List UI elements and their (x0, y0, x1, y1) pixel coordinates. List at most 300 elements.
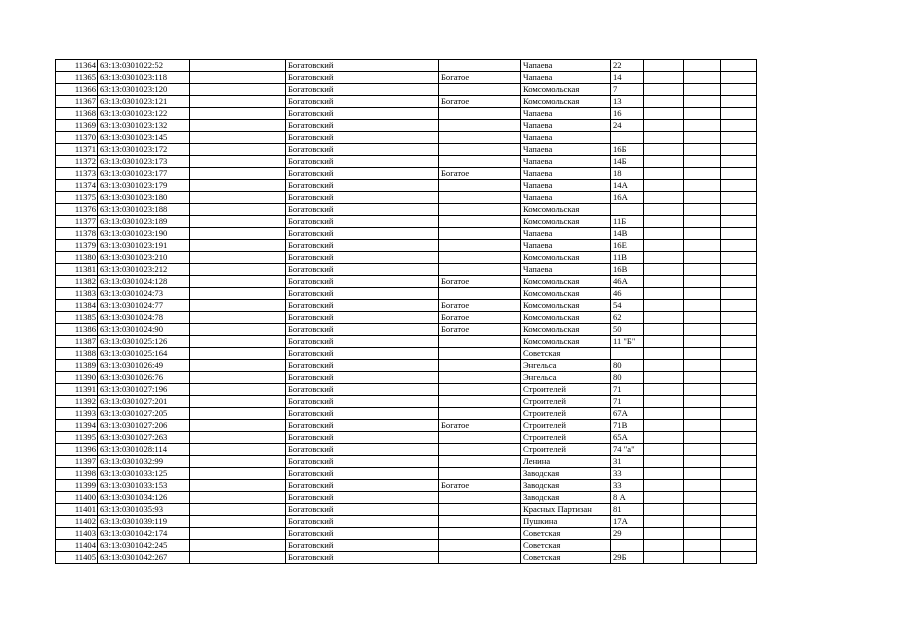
extra-cell-3 (721, 396, 757, 408)
extra-cell-1 (644, 252, 684, 264)
extra-cell-1 (644, 492, 684, 504)
district-cell: Богатовский (286, 372, 439, 384)
extra-cell-2 (684, 492, 721, 504)
extra-cell-2 (684, 108, 721, 120)
row-number-cell: 11385 (56, 312, 98, 324)
settlement-cell: Богатое (439, 312, 521, 324)
extra-cell-3 (721, 96, 757, 108)
table-row (56, 264, 757, 276)
empty-cell (190, 288, 286, 300)
empty-cell (190, 552, 286, 564)
house-number-cell: 14А (611, 180, 644, 192)
table-row (56, 432, 757, 444)
street-cell: Чапаева (521, 60, 611, 72)
empty-cell (190, 204, 286, 216)
empty-cell (190, 456, 286, 468)
street-cell: Заводская (521, 492, 611, 504)
row-number-cell: 11381 (56, 264, 98, 276)
street-cell: Комсомольская (521, 300, 611, 312)
cadastral-number-cell: 63:13:0301033:153 (98, 480, 190, 492)
extra-cell-2 (684, 144, 721, 156)
extra-cell-1 (644, 84, 684, 96)
extra-cell-3 (721, 156, 757, 168)
district-cell: Богатовский (286, 204, 439, 216)
street-cell: Советская (521, 540, 611, 552)
extra-cell-2 (684, 168, 721, 180)
cadastral-number-cell: 63:13:0301035:93 (98, 504, 190, 516)
row-number-cell: 11377 (56, 216, 98, 228)
district-cell: Богатовский (286, 408, 439, 420)
extra-cell-3 (721, 144, 757, 156)
settlement-cell (439, 492, 521, 504)
settlement-cell (439, 336, 521, 348)
cadastral-number-cell: 63:13:0301027:206 (98, 420, 190, 432)
house-number-cell (611, 204, 644, 216)
street-cell: Комсомольская (521, 312, 611, 324)
district-cell: Богатовский (286, 336, 439, 348)
extra-cell-3 (721, 324, 757, 336)
settlement-cell (439, 408, 521, 420)
extra-cell-2 (684, 348, 721, 360)
empty-cell (190, 312, 286, 324)
district-cell: Богатовский (286, 144, 439, 156)
extra-cell-3 (721, 228, 757, 240)
settlement-cell (439, 192, 521, 204)
district-cell: Богатовский (286, 516, 439, 528)
row-number-cell: 11384 (56, 300, 98, 312)
street-cell: Чапаева (521, 240, 611, 252)
extra-cell-1 (644, 216, 684, 228)
table-row (56, 228, 757, 240)
extra-cell-1 (644, 516, 684, 528)
empty-cell (190, 276, 286, 288)
extra-cell-2 (684, 384, 721, 396)
extra-cell-3 (721, 420, 757, 432)
extra-cell-2 (684, 324, 721, 336)
extra-cell-1 (644, 264, 684, 276)
table-row (56, 144, 757, 156)
extra-cell-3 (721, 432, 757, 444)
table-row (56, 132, 757, 144)
empty-cell (190, 192, 286, 204)
row-number-cell: 11378 (56, 228, 98, 240)
extra-cell-1 (644, 96, 684, 108)
house-number-cell: 62 (611, 312, 644, 324)
extra-cell-2 (684, 240, 721, 252)
empty-cell (190, 396, 286, 408)
extra-cell-1 (644, 300, 684, 312)
table-row (56, 420, 757, 432)
street-cell: Заводская (521, 468, 611, 480)
table-row (56, 396, 757, 408)
house-number-cell: 16В (611, 264, 644, 276)
settlement-cell (439, 60, 521, 72)
empty-cell (190, 228, 286, 240)
settlement-cell (439, 144, 521, 156)
extra-cell-3 (721, 252, 757, 264)
cadastral-number-cell: 63:13:0301023:118 (98, 72, 190, 84)
extra-cell-3 (721, 108, 757, 120)
extra-cell-1 (644, 420, 684, 432)
empty-cell (190, 252, 286, 264)
extra-cell-1 (644, 132, 684, 144)
cadastral-number-cell: 63:13:0301033:125 (98, 468, 190, 480)
extra-cell-3 (721, 276, 757, 288)
extra-cell-1 (644, 324, 684, 336)
empty-cell (190, 60, 286, 72)
row-number-cell: 11388 (56, 348, 98, 360)
table-row (56, 180, 757, 192)
row-number-cell: 11392 (56, 396, 98, 408)
house-number-cell: 31 (611, 456, 644, 468)
house-number-cell: 71 (611, 384, 644, 396)
row-number-cell: 11400 (56, 492, 98, 504)
table-row (56, 192, 757, 204)
house-number-cell: 16 (611, 108, 644, 120)
empty-cell (190, 372, 286, 384)
street-cell: Чапаева (521, 168, 611, 180)
table-row (56, 168, 757, 180)
settlement-cell (439, 264, 521, 276)
settlement-cell (439, 552, 521, 564)
extra-cell-1 (644, 360, 684, 372)
settlement-cell (439, 180, 521, 192)
row-number-cell: 11364 (56, 60, 98, 72)
extra-cell-2 (684, 120, 721, 132)
extra-cell-2 (684, 204, 721, 216)
table-row (56, 348, 757, 360)
table-row (56, 84, 757, 96)
district-cell: Богатовский (286, 360, 439, 372)
extra-cell-2 (684, 372, 721, 384)
row-number-cell: 11395 (56, 432, 98, 444)
cadastral-number-cell: 63:13:0301023:173 (98, 156, 190, 168)
empty-cell (190, 168, 286, 180)
street-cell: Чапаева (521, 156, 611, 168)
row-number-cell: 11399 (56, 480, 98, 492)
settlement-cell (439, 216, 521, 228)
cadastral-number-cell: 63:13:0301022:52 (98, 60, 190, 72)
district-cell: Богатовский (286, 228, 439, 240)
settlement-cell: Богатое (439, 276, 521, 288)
district-cell: Богатовский (286, 156, 439, 168)
settlement-cell (439, 444, 521, 456)
street-cell: Комсомольская (521, 276, 611, 288)
cadastral-number-cell: 63:13:0301027:263 (98, 432, 190, 444)
district-cell: Богатовский (286, 444, 439, 456)
cadastral-number-cell: 63:13:0301042:245 (98, 540, 190, 552)
empty-cell (190, 504, 286, 516)
district-cell: Богатовский (286, 180, 439, 192)
street-cell: Строителей (521, 420, 611, 432)
extra-cell-1 (644, 504, 684, 516)
house-number-cell: 14Б (611, 156, 644, 168)
street-cell: Строителей (521, 444, 611, 456)
row-number-cell: 11371 (56, 144, 98, 156)
street-cell: Комсомольская (521, 324, 611, 336)
row-number-cell: 11379 (56, 240, 98, 252)
house-number-cell: 14В (611, 228, 644, 240)
row-number-cell: 11383 (56, 288, 98, 300)
cadastral-number-cell: 63:13:0301026:76 (98, 372, 190, 384)
table-row (56, 96, 757, 108)
extra-cell-2 (684, 264, 721, 276)
extra-cell-1 (644, 444, 684, 456)
extra-cell-3 (721, 504, 757, 516)
district-cell: Богатовский (286, 240, 439, 252)
empty-cell (190, 72, 286, 84)
cadastral-number-cell: 63:13:0301024:77 (98, 300, 190, 312)
extra-cell-2 (684, 84, 721, 96)
row-number-cell: 11386 (56, 324, 98, 336)
district-cell: Богатовский (286, 480, 439, 492)
extra-cell-2 (684, 180, 721, 192)
settlement-cell: Богатое (439, 420, 521, 432)
table-row (56, 516, 757, 528)
row-number-cell: 11387 (56, 336, 98, 348)
street-cell: Комсомольская (521, 336, 611, 348)
house-number-cell: 74 "а" (611, 444, 644, 456)
extra-cell-1 (644, 180, 684, 192)
table-row (56, 276, 757, 288)
cadastral-number-cell: 63:13:0301024:73 (98, 288, 190, 300)
street-cell: Советская (521, 528, 611, 540)
extra-cell-1 (644, 348, 684, 360)
empty-cell (190, 84, 286, 96)
table-row (56, 468, 757, 480)
row-number-cell: 11370 (56, 132, 98, 144)
extra-cell-1 (644, 108, 684, 120)
street-cell: Чапаева (521, 192, 611, 204)
row-number-cell: 11394 (56, 420, 98, 432)
district-cell: Богатовский (286, 72, 439, 84)
extra-cell-3 (721, 132, 757, 144)
empty-cell (190, 432, 286, 444)
house-number-cell: 13 (611, 96, 644, 108)
property-table (55, 59, 757, 564)
row-number-cell: 11396 (56, 444, 98, 456)
settlement-cell (439, 432, 521, 444)
extra-cell-3 (721, 408, 757, 420)
extra-cell-1 (644, 552, 684, 564)
table-row (56, 312, 757, 324)
street-cell: Комсомольская (521, 204, 611, 216)
row-number-cell: 11365 (56, 72, 98, 84)
extra-cell-3 (721, 84, 757, 96)
extra-cell-2 (684, 432, 721, 444)
table-row (56, 156, 757, 168)
settlement-cell (439, 288, 521, 300)
settlement-cell (439, 228, 521, 240)
street-cell: Энгельса (521, 372, 611, 384)
district-cell: Богатовский (286, 504, 439, 516)
extra-cell-1 (644, 288, 684, 300)
table-body (56, 60, 757, 564)
house-number-cell: 29 (611, 528, 644, 540)
house-number-cell: 17А (611, 516, 644, 528)
cadastral-number-cell: 63:13:0301023:132 (98, 120, 190, 132)
extra-cell-2 (684, 528, 721, 540)
row-number-cell: 11375 (56, 192, 98, 204)
row-number-cell: 11367 (56, 96, 98, 108)
house-number-cell: 29Б (611, 552, 644, 564)
street-cell: Комсомольская (521, 84, 611, 96)
district-cell: Богатовский (286, 552, 439, 564)
extra-cell-3 (721, 348, 757, 360)
cadastral-number-cell: 63:13:0301023:210 (98, 252, 190, 264)
district-cell: Богатовский (286, 324, 439, 336)
street-cell: Строителей (521, 396, 611, 408)
row-number-cell: 11404 (56, 540, 98, 552)
district-cell: Богатовский (286, 60, 439, 72)
house-number-cell: 16Б (611, 144, 644, 156)
district-cell: Богатовский (286, 492, 439, 504)
table-row (56, 108, 757, 120)
district-cell: Богатовский (286, 168, 439, 180)
street-cell: Чапаева (521, 180, 611, 192)
extra-cell-2 (684, 96, 721, 108)
extra-cell-2 (684, 72, 721, 84)
empty-cell (190, 444, 286, 456)
row-number-cell: 11374 (56, 180, 98, 192)
district-cell: Богатовский (286, 468, 439, 480)
extra-cell-3 (721, 480, 757, 492)
extra-cell-3 (721, 300, 757, 312)
settlement-cell: Богатое (439, 96, 521, 108)
extra-cell-3 (721, 444, 757, 456)
cadastral-number-cell: 63:13:0301024:128 (98, 276, 190, 288)
row-number-cell: 11397 (56, 456, 98, 468)
extra-cell-2 (684, 540, 721, 552)
settlement-cell (439, 84, 521, 96)
cadastral-number-cell: 63:13:0301027:201 (98, 396, 190, 408)
street-cell: Чапаева (521, 108, 611, 120)
district-cell: Богатовский (286, 120, 439, 132)
settlement-cell (439, 468, 521, 480)
extra-cell-2 (684, 420, 721, 432)
row-number-cell: 11369 (56, 120, 98, 132)
house-number-cell: 46 (611, 288, 644, 300)
table-row (56, 324, 757, 336)
extra-cell-2 (684, 504, 721, 516)
extra-cell-1 (644, 240, 684, 252)
house-number-cell: 65А (611, 432, 644, 444)
house-number-cell (611, 348, 644, 360)
extra-cell-2 (684, 192, 721, 204)
street-cell: Советская (521, 552, 611, 564)
cadastral-number-cell: 63:13:0301024:78 (98, 312, 190, 324)
extra-cell-2 (684, 444, 721, 456)
row-number-cell: 11405 (56, 552, 98, 564)
extra-cell-2 (684, 408, 721, 420)
district-cell: Богатовский (286, 348, 439, 360)
extra-cell-1 (644, 336, 684, 348)
extra-cell-1 (644, 432, 684, 444)
extra-cell-3 (721, 192, 757, 204)
empty-cell (190, 216, 286, 228)
street-cell: Чапаева (521, 120, 611, 132)
district-cell: Богатовский (286, 276, 439, 288)
table-row (56, 240, 757, 252)
settlement-cell: Богатое (439, 168, 521, 180)
extra-cell-2 (684, 60, 721, 72)
row-number-cell: 11398 (56, 468, 98, 480)
extra-cell-3 (721, 372, 757, 384)
district-cell: Богатовский (286, 312, 439, 324)
extra-cell-1 (644, 456, 684, 468)
street-cell: Комсомольская (521, 96, 611, 108)
extra-cell-3 (721, 60, 757, 72)
extra-cell-1 (644, 408, 684, 420)
street-cell: Комсомольская (521, 288, 611, 300)
extra-cell-3 (721, 216, 757, 228)
extra-cell-1 (644, 156, 684, 168)
street-cell: Пушкина (521, 516, 611, 528)
district-cell: Богатовский (286, 456, 439, 468)
table-row (56, 456, 757, 468)
settlement-cell (439, 456, 521, 468)
extra-cell-1 (644, 120, 684, 132)
district-cell: Богатовский (286, 396, 439, 408)
row-number-cell: 11372 (56, 156, 98, 168)
empty-cell (190, 360, 286, 372)
extra-cell-2 (684, 468, 721, 480)
district-cell: Богатовский (286, 108, 439, 120)
empty-cell (190, 144, 286, 156)
house-number-cell: 33 (611, 468, 644, 480)
cadastral-number-cell: 63:13:0301023:172 (98, 144, 190, 156)
cadastral-number-cell: 63:13:0301023:120 (98, 84, 190, 96)
table-row (56, 60, 757, 72)
cadastral-number-cell: 63:13:0301028:114 (98, 444, 190, 456)
cadastral-number-cell: 63:13:0301023:190 (98, 228, 190, 240)
extra-cell-1 (644, 192, 684, 204)
extra-cell-3 (721, 552, 757, 564)
cadastral-number-cell: 63:13:0301023:122 (98, 108, 190, 120)
house-number-cell: 11 "Б" (611, 336, 644, 348)
extra-cell-1 (644, 384, 684, 396)
settlement-cell (439, 204, 521, 216)
empty-cell (190, 240, 286, 252)
table-row (56, 444, 757, 456)
empty-cell (190, 336, 286, 348)
row-number-cell: 11389 (56, 360, 98, 372)
cadastral-number-cell: 63:13:0301023:189 (98, 216, 190, 228)
settlement-cell (439, 540, 521, 552)
street-cell: Ленина (521, 456, 611, 468)
district-cell: Богатовский (286, 132, 439, 144)
row-number-cell: 11390 (56, 372, 98, 384)
table-row (56, 552, 757, 564)
cadastral-number-cell: 63:13:0301042:267 (98, 552, 190, 564)
extra-cell-3 (721, 516, 757, 528)
extra-cell-2 (684, 360, 721, 372)
settlement-cell (439, 528, 521, 540)
street-cell: Чапаева (521, 144, 611, 156)
settlement-cell: Богатое (439, 324, 521, 336)
district-cell: Богатовский (286, 252, 439, 264)
extra-cell-2 (684, 132, 721, 144)
district-cell: Богатовский (286, 264, 439, 276)
cadastral-number-cell: 63:13:0301039:119 (98, 516, 190, 528)
district-cell: Богатовский (286, 384, 439, 396)
extra-cell-2 (684, 480, 721, 492)
table-row (56, 360, 757, 372)
house-number-cell: 33 (611, 480, 644, 492)
cadastral-number-cell: 63:13:0301032:99 (98, 456, 190, 468)
extra-cell-2 (684, 216, 721, 228)
cadastral-number-cell: 63:13:0301034:126 (98, 492, 190, 504)
